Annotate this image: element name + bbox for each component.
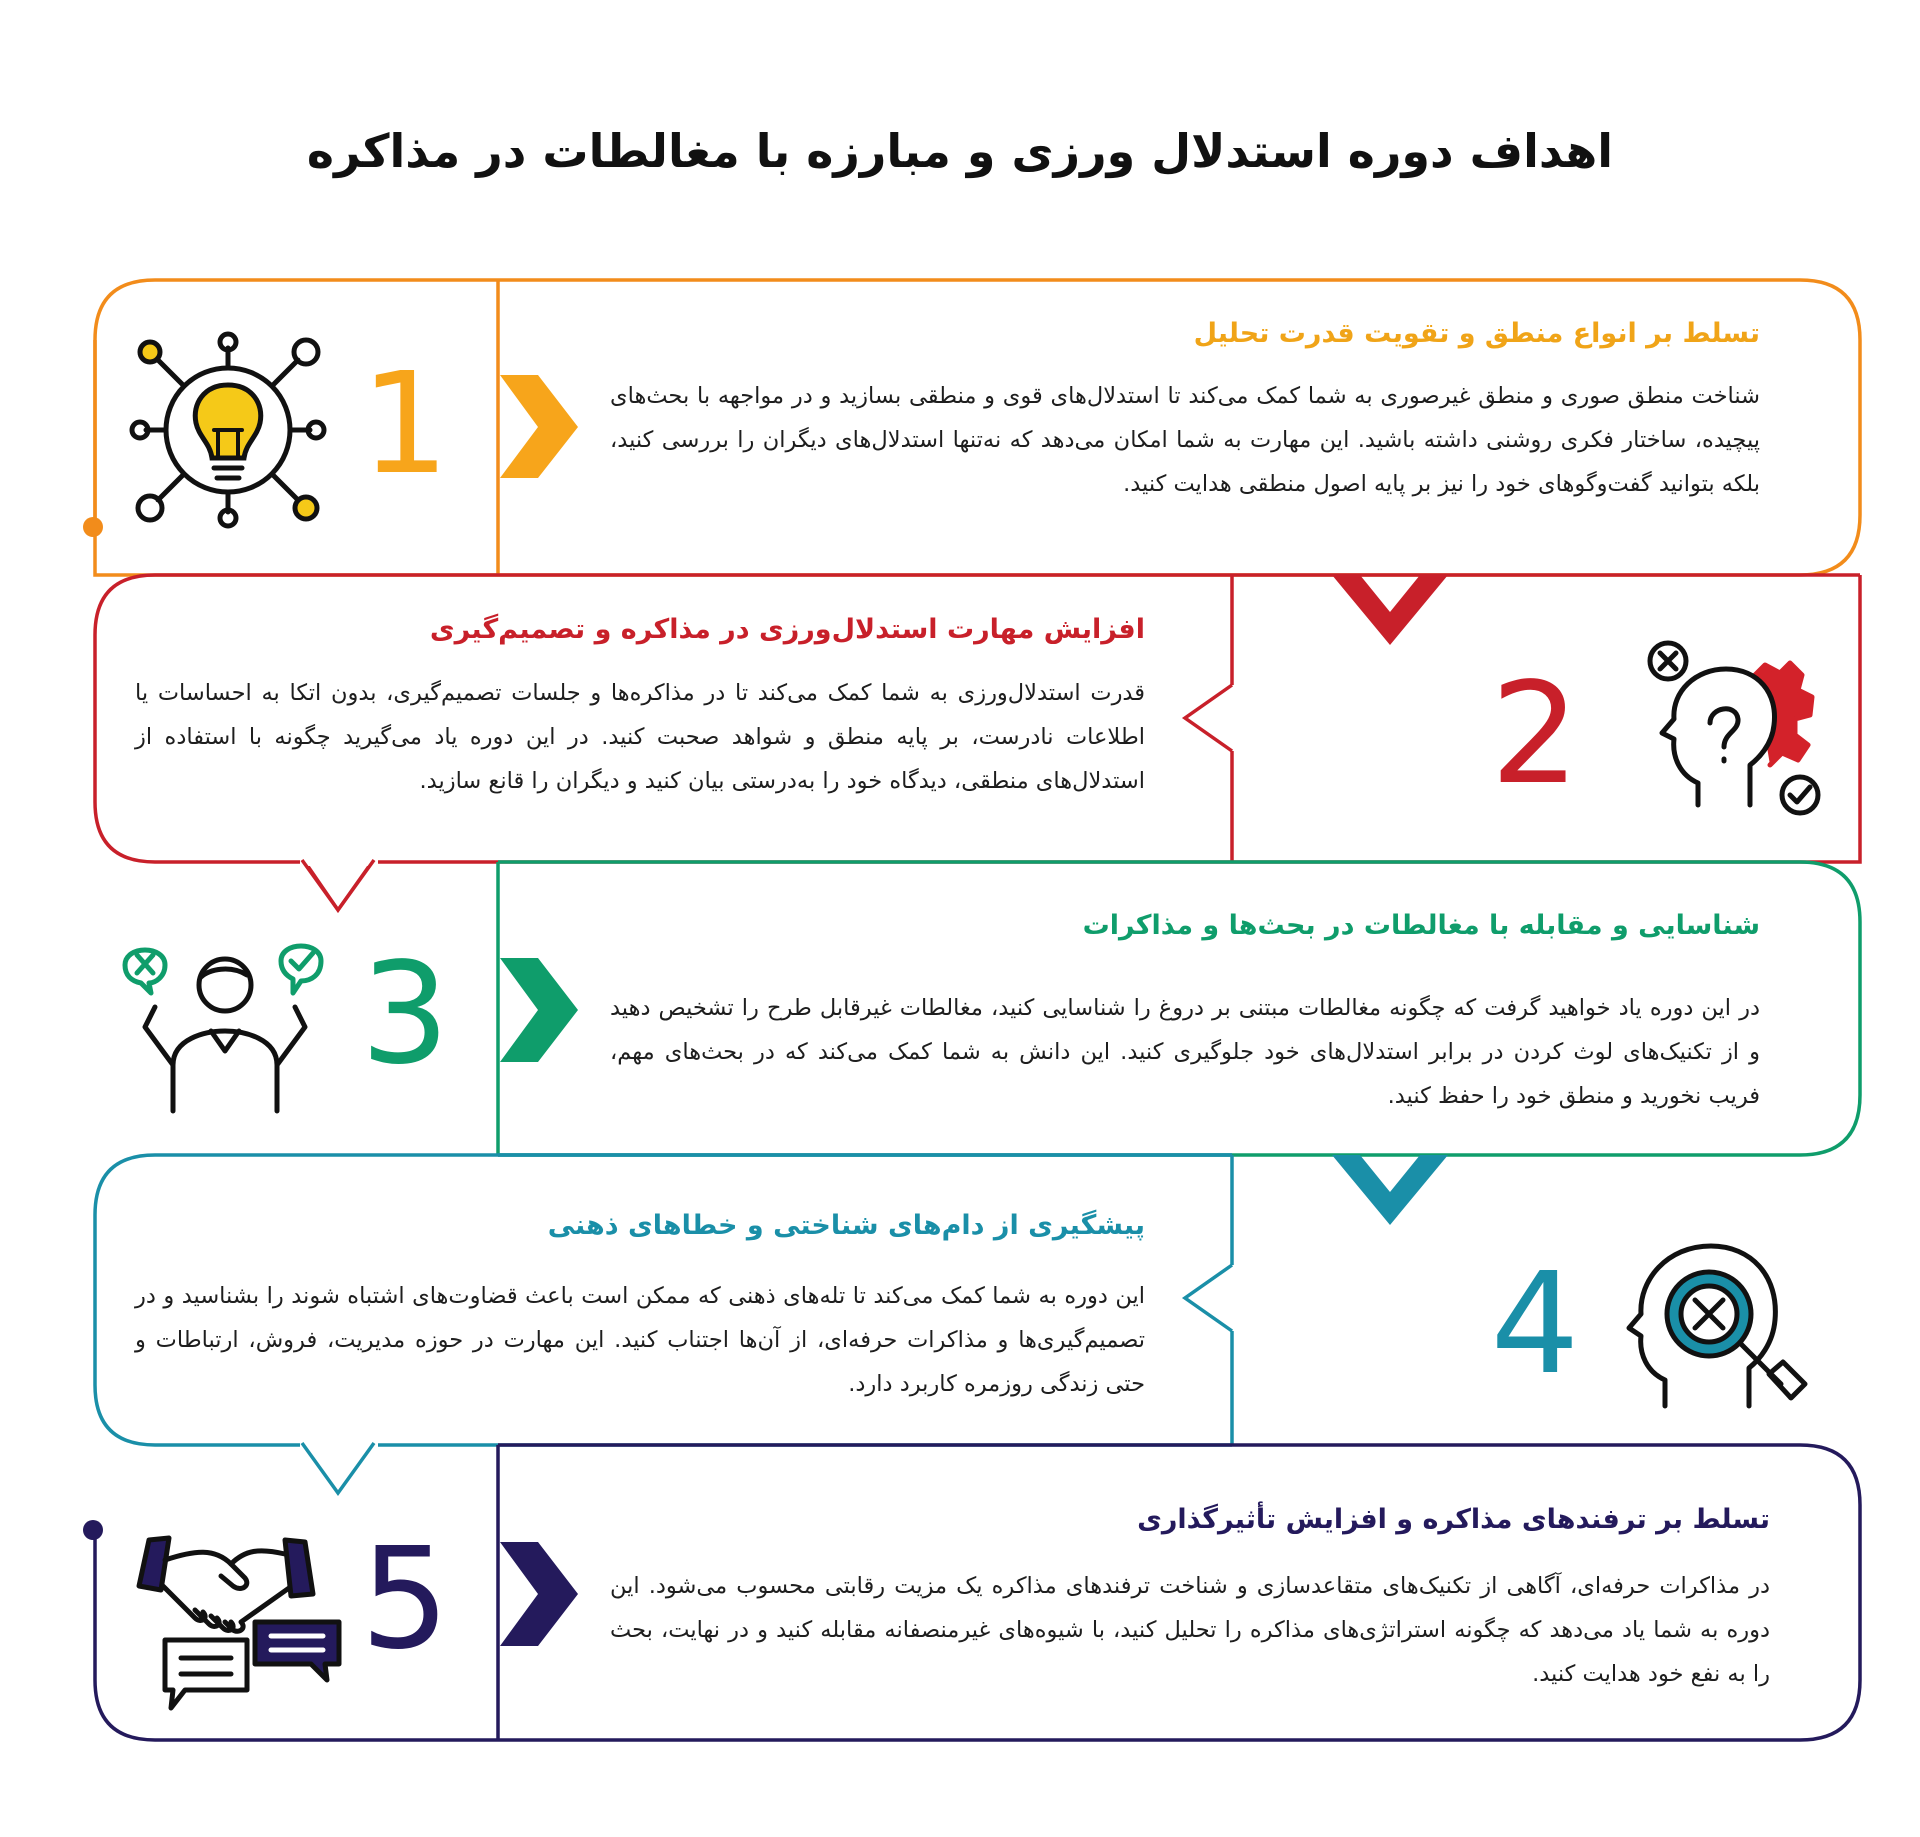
handshake-chat-icon [135,1530,345,1720]
chevron-right-icon-3 [500,958,578,1062]
frame-2-gap [300,858,378,866]
chevron-down-icon-3 [1332,1155,1448,1225]
item-body-4: این دوره به شما کمک می‌کند تا تله‌های ذهنی که ممکن است باعث قضاوت‌های اشتباه شوند را بشناسید و در تصمیم‌گیری‌ها و مذاکرات حرفه‌ای، از آن‌ها اجتناب کنید. این مهارت در حوزه مدیریت، فروش، ارتباطات و حتی زندگی روزمره کاربرد دارد. [135,1283,1145,1397]
item-body-2: قدرت استدلال‌ورزی به شما کمک می‌کند تا در مذاکره‌ها و جلسات تصمیم‌گیری، بدون اتکا به احساسات یا اطلاعات نادرست، بر پایه منطق و شواهد صحبت کنید. در این دوره یاد می‌گیرید چگونه با استفاده از استدلال‌های منطقی، دیدگاه خود را به‌درستی بیان کنید و دیگران را قانع سازید. [135,680,1145,794]
item-heading-1: تسلط بر انواع منطق و تقویت قدرت تحلیل [1193,318,1760,349]
item-number-1: 1 [360,343,450,506]
item-number-4: 4 [1490,1243,1580,1406]
chevron-down-icon-1 [1332,575,1448,645]
timeline-dot-1 [83,517,103,537]
item-body-3: در این دوره یاد خواهید گرفت که چگونه مغالطات مبتنی بر دروغ را شناسایی کنید، مغالطات غیرقابل طرح را تشخیص دهید و از تکنیک‌های لوث کردن در برابر استدلال‌های خود جلوگیری کنید. این دانش به شما کمک می‌کند که در بحث‌های مهم، فریب نخورید و منطق خود را حفظ کنید. [610,995,1760,1109]
item-heading-2: افزایش مهارت استدلال‌ورزی در مذاکره و تصمیم‌گیری [429,614,1145,645]
head-magnifier-icon [1625,1240,1815,1410]
item-body-5: در مذاکرات حرفه‌ای، آگاهی از تکنیک‌های متقاعدسازی و شناخت ترفندهای مذاکره یک مزیت رقابتی محسوب می‌شود. این دوره به شما یاد می‌دهد که چگونه استراتژی‌های مذاکره را تحلیل کنید، با شیوه‌های غیرمنصفانه مقابله کنید و در نهایت، بحث را به نفع خود هدایت کنید. [610,1573,1770,1687]
item-number-5: 5 [360,1518,450,1681]
item-heading-3: شناسایی و مقابله با مغالطات در بحث‌ها و مذاکرات [1082,910,1760,941]
lightbulb-network-icon [128,330,328,530]
frame-4-gap [300,1441,378,1449]
pointer-down-2 [302,860,374,910]
head-question-gear-icon [1640,635,1830,825]
item-body-1: شناخت منطق صوری و منطق غیرصوری به شما کمک می‌کند تا استدلال‌های قوی و منطقی بسازید و در مواجهه با بحث‌های پیچیده، ساختار فکری روشنی داشته باشید. این مهارت به شما امکان می‌دهد که نه‌تنها استدلال‌های دیگران را بررسی کنید، بلکه بتوانید گفت‌وگوهای خود را نیز بر پایه اصول منطقی هدایت کنید. [610,383,1760,497]
item-number-3: 3 [360,933,450,1096]
timeline-dot-5 [83,1520,103,1540]
person-choice-icon [115,935,335,1115]
item-number-2: 2 [1490,653,1580,816]
pointer-down-4 [302,1443,374,1493]
chevron-right-icon-5 [500,1542,578,1646]
item-heading-4: پیشگیری از دام‌های شناختی و خطاهای ذهنی [547,1210,1145,1241]
page-title: اهداف دوره استدلال ورزی و مبارزه با مغالطات در مذاکره [306,124,1614,178]
item-heading-5: تسلط بر ترفندهای مذاکره و افزایش تأثیرگذاری [1137,1504,1770,1535]
